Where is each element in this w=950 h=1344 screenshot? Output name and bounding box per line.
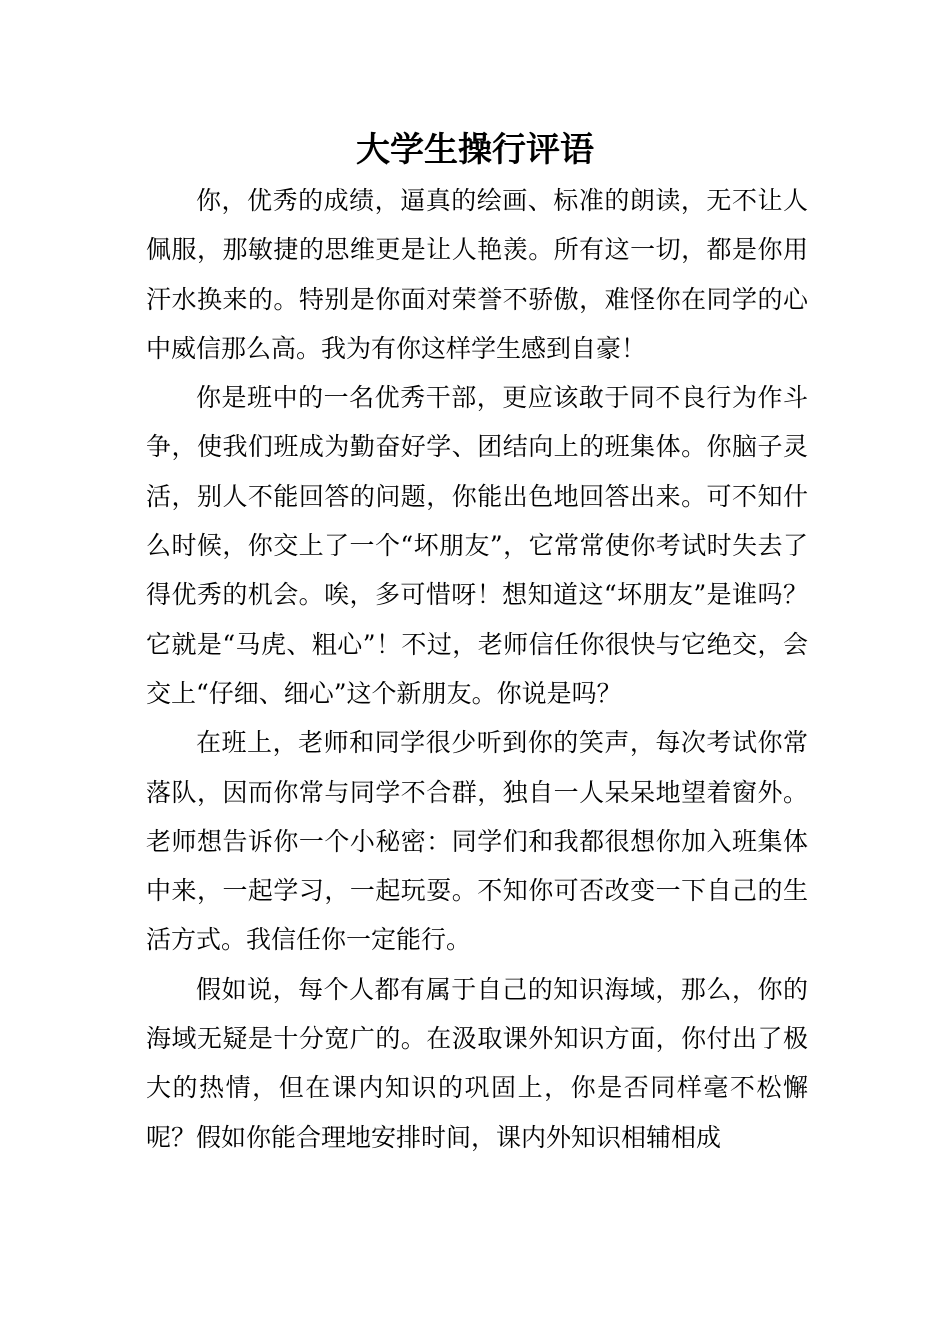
paragraph: 你，优秀的成绩，逼真的绘画、标准的朗读，无不让人佩服，那敏捷的思维更是让人艳羡。所有这一切，都是你用汗水换来的。特别是你面对荣誉不骄傲，难怪你在同学的心中威信那么高。我为有你这样学生感到自豪！ [146, 186, 808, 363]
paragraph: 假如说，每个人都有属于自己的知识海域，那么，你的海域无疑是十分宽广的。在汲取课外知识方面，你付出了极大的热情，但在课内知识的巩固上，你是否同样毫不松懈呢？假如你能合理地安排时间，课内外知识相辅相成 [146, 974, 808, 1152]
paragraph: 在班上，老师和同学很少听到你的笑声，每次考试你常落队，因而你常与同学不合群，独自一人呆呆地望着窗外。老师想告诉你一个小秘密：同学们和我都很想你加入班集体中来，一起学习，一起玩耍。不知你可否改变一下自己的生活方式。我信任你一定能行。 [146, 728, 808, 955]
document-title: 大学生操行评语 [356, 130, 594, 170]
paragraph: 你是班中的一名优秀干部，更应该敢于同不良行为作斗争，使我们班成为勤奋好学、团结向上的班集体。你脑子灵活，别人不能回答的问题，你能出色地回答出来。可不知什么时候，你交上了一个“坏朋友”，它常常使你考试时失去了得优秀的机会。唉，多可惜呀！想知道这“坏朋友”是谁吗？它就是“马虎、粗心”！不过，老师信任你很快与它绝交，会交上“仔细、细心”这个新朋友。你说是吗？ [146, 383, 808, 708]
document-body [146, 176, 808, 1162]
